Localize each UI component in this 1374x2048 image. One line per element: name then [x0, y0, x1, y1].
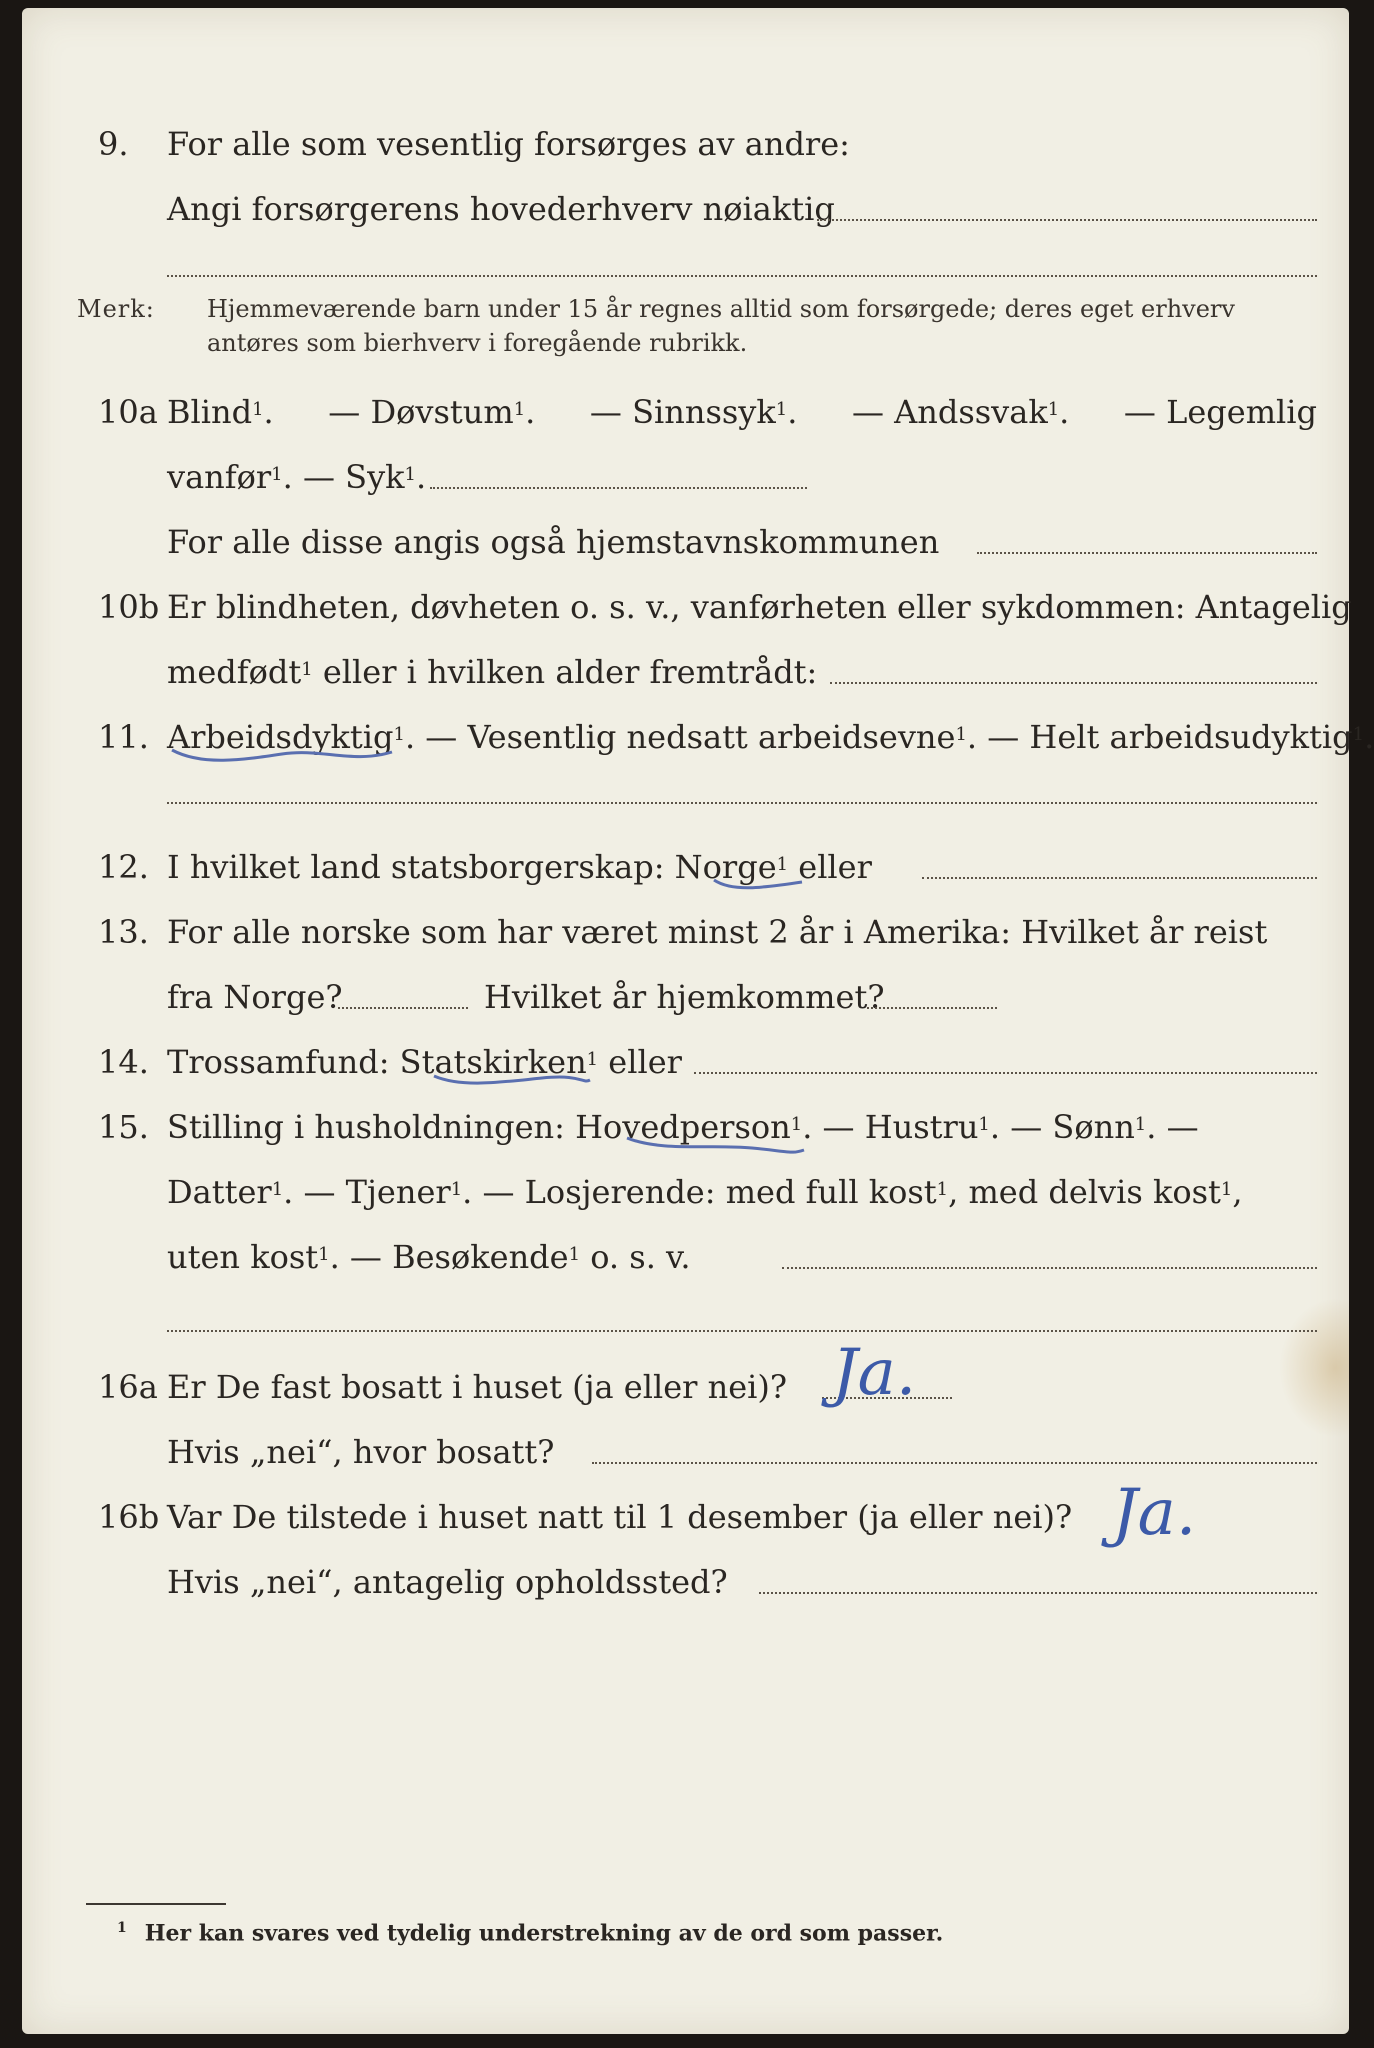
footnote-ref: 1	[393, 724, 405, 745]
q12-eller: eller	[798, 848, 872, 886]
footnote-ref: 1	[1220, 1179, 1233, 1200]
q10a-number: 10a	[98, 393, 158, 431]
q13-hjemkommet-label: Hvilket år hjemkommet?	[484, 978, 885, 1016]
option-blind-label: Blind	[167, 393, 253, 431]
q15-number: 15.	[98, 1108, 149, 1146]
option-vanfor-label: vanfør	[167, 458, 272, 496]
q15-label: Stilling i husholdningen:	[167, 1108, 565, 1146]
q10b-text: Er blindheten, døvheten o. s. v., vanførheten eller sykdommen: Antagelig	[167, 588, 1352, 626]
footnote-ref: 1	[301, 659, 313, 680]
option-arbeidsdyktig-label: Arbeidsdyktig	[167, 718, 394, 756]
option-syk[interactable]: — Syk$^1$.	[302, 458, 427, 496]
option-dovstum[interactable]: — Døvstum$^1$.	[328, 393, 536, 431]
footnote-ref: 1	[568, 1244, 581, 1265]
option-full-kost[interactable]: — Losjerende: med full kost$^1$,	[482, 1173, 959, 1211]
option-datter[interactable]: Datter$^1$.	[167, 1173, 294, 1211]
q10b-number: 10b	[98, 588, 160, 626]
footnote-ref: 1	[1352, 724, 1365, 745]
option-andssvak-label: — Andssvak	[851, 393, 1048, 431]
q15-osv: o. s. v.	[590, 1238, 691, 1276]
q9-number: 9.	[98, 125, 129, 163]
merk-line1: Hjemmeværende barn under 15 år regnes alltid som forsørgede; deres eget erhverv	[207, 295, 1235, 323]
option-sinnssyk-label: — Sinnssyk	[589, 393, 776, 431]
q16a-handwritten-answer: Ja.	[832, 1336, 917, 1410]
option-uten-kost[interactable]: uten kost$^1$.	[167, 1238, 340, 1276]
option-medfodt-label: medfødt	[167, 653, 302, 691]
option-legemlig[interactable]: — Legemlig	[1123, 393, 1317, 431]
footnote-ref: 1	[450, 1179, 463, 1200]
footnote	[117, 1920, 943, 1946]
footnote-ref: 1	[271, 464, 283, 485]
q12-label: I hvilket land statsborgerskap:	[167, 848, 665, 886]
footnote-ref: 1	[790, 1114, 803, 1135]
option-sonn[interactable]: — Sønn$^1$.	[1010, 1108, 1157, 1146]
q14-number: 14.	[98, 1043, 149, 1081]
q9-text2: Angi forsørgerens hovederhverv nøiaktig	[167, 190, 835, 228]
option-udyktig-label: — Helt arbeidsudyktig	[987, 718, 1353, 756]
q16a-number: 16a	[98, 1368, 158, 1406]
footnote-ref: 1	[404, 464, 416, 485]
q10b-alder-label: eller i hvilken alder fremtrådt:	[322, 653, 818, 691]
q9-text: For alle som vesentlig forsørges av andre:	[167, 125, 850, 163]
q13-text: For alle norske som har været minst 2 år i Amerika: Hvilket år reist	[167, 913, 1268, 951]
option-uten-kost-label: uten kost	[167, 1238, 319, 1276]
option-sinnssyk[interactable]: — Sinnssyk$^1$.	[589, 393, 798, 431]
merk-line2: antøres som bierhverv i foregående rubrikk.	[207, 329, 748, 357]
q13-reist-label: fra Norge?	[167, 978, 343, 1016]
option-delvis-kost-label: med delvis kost	[968, 1173, 1221, 1211]
census-form-page	[22, 8, 1374, 2034]
footnote-ref: 1	[775, 399, 788, 420]
option-arbeidsdyktig[interactable]: Arbeidsdyktig$^1$.	[167, 718, 416, 756]
option-udyktig[interactable]: — Helt arbeidsudyktig$^1$.	[987, 718, 1374, 756]
option-delvis-kost[interactable]: med delvis kost$^1$,	[968, 1173, 1243, 1211]
q11-number: 11.	[98, 718, 149, 756]
underline-norge	[714, 880, 802, 888]
underline-arbeidsdyktig	[172, 750, 392, 760]
option-datter-label: Datter	[167, 1173, 272, 1211]
footnote-ref: 1	[936, 1179, 949, 1200]
footnote-rule	[86, 1903, 226, 1905]
q16a-text: Er De fast bosatt i huset (ja eller nei)?	[167, 1368, 788, 1406]
footnote-ref: 1	[252, 399, 264, 420]
option-andssvak[interactable]: — Andssvak$^1$.	[851, 393, 1070, 431]
option-dovstum-label: — Døvstum	[328, 393, 514, 431]
q15-dash: —	[1166, 1108, 1199, 1146]
option-sonn-label: — Sønn	[1010, 1108, 1135, 1146]
q16a-bosatt-label: Hvis „nei“, hvor bosatt?	[167, 1433, 555, 1471]
option-syk-label: — Syk	[302, 458, 405, 496]
q12-number: 12.	[98, 848, 149, 886]
underline-statskirken	[434, 1076, 590, 1083]
footnote-mark: 1	[117, 1920, 127, 1936]
footnote-ref: 1	[955, 724, 967, 745]
option-tjener[interactable]: — Tjener$^1$.	[303, 1173, 473, 1211]
option-nedsatt[interactable]: — Vesentlig nedsatt arbeidsevne$^1$.	[425, 718, 978, 756]
footnote-ref: 1	[318, 1244, 330, 1265]
footnote-ref: 1	[271, 1179, 284, 1200]
q16b-opphold-label: Hvis „nei“, antagelig opholdssted?	[167, 1563, 728, 1601]
option-tjener-label: — Tjener	[303, 1173, 451, 1211]
q14-eller: eller	[608, 1043, 682, 1081]
option-hovedperson-label: Hovedperson	[575, 1108, 791, 1146]
q16b-number: 16b	[98, 1498, 160, 1536]
footnote-ref: 1	[776, 854, 789, 875]
option-norge-label: Norge	[674, 848, 777, 886]
footnote-ref: 1	[586, 1049, 599, 1070]
merk-label: Merk:	[77, 295, 155, 323]
handwritten-underlines	[22, 8, 1349, 2034]
option-hustru-label: — Hustru	[822, 1108, 979, 1146]
footnote-ref: 1	[978, 1114, 990, 1135]
option-besokende-label: — Besøkende	[349, 1238, 569, 1276]
footnote-ref: 1	[1047, 399, 1060, 420]
q13-number: 13.	[98, 913, 149, 951]
q14-label: Trossamfund:	[167, 1043, 390, 1081]
q16b-handwritten-answer: Ja.	[1112, 1476, 1197, 1550]
option-statskirken-label: Statskirken	[399, 1043, 587, 1081]
option-vanfor[interactable]: vanfør$^1$.	[167, 458, 293, 496]
option-hustru[interactable]: — Hustru$^1$.	[822, 1108, 1001, 1146]
footnote-text: Her kan svares ved tydelig understrekning av de ord som passer.	[144, 1920, 944, 1947]
footnote-ref: 1	[1134, 1114, 1147, 1135]
option-blind[interactable]: Blind$^1$.	[167, 393, 274, 431]
q16b-text: Var De tilstede i huset natt til 1 desember (ja eller nei)?	[167, 1498, 1073, 1536]
underline-hovedperson	[627, 1138, 804, 1152]
option-full-kost-label: — Losjerende: med full kost	[482, 1173, 937, 1211]
footnote-ref: 1	[513, 399, 526, 420]
q10a-hjemstavn-label: For alle disse angis også hjemstavnskommunen	[167, 523, 940, 561]
option-nedsatt-label: — Vesentlig nedsatt arbeidsevne	[425, 718, 956, 756]
option-hovedperson[interactable]: Hovedperson$^1$.	[575, 1108, 813, 1146]
